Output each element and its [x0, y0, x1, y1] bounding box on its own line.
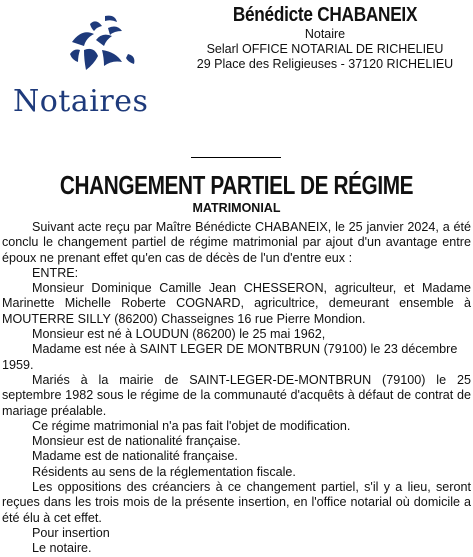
- divider: [191, 157, 281, 158]
- paragraph-parties: Monsieur Dominique Camille Jean CHESSERON, agriculteur, et Madame Marinette Michelle Roberte COGNARD, agricultrice, demeurant ensemble à MOUTERRE SILLY (86200) Chasseignes 16 rue Pierre Mondion.: [2, 281, 471, 326]
- paragraph-oppositions: Les oppositions des créanciers à ce changement partiel, s'il y a lieu, seront reçues dans les trois mois de la présente insertion, en l'office notarial où domicile a été élu à cet effet.: [2, 480, 471, 525]
- paragraph-intro: Suivant acte reçu par Maître Bénédicte CHABANEIX, le 25 janvier 2024, a été conclu le changement partiel de régime matrimonial par ajout d'un avantage entre époux ne prenant effet qu'en cas de décès de l'un d'entre eux :: [2, 220, 471, 265]
- notaires-logo-icon: [10, 10, 180, 85]
- notice-body: [2, 220, 471, 557]
- paragraph-marriage: Mariés à la mairie de SAINT-LEGER-DE-MONTBRUN (79100) le 25 septembre 1982 sous le régime de la communauté d'acquêts à défaut de contrat de mariage préalable.: [2, 372, 471, 418]
- paragraph-nationality-madame: Madame est de nationalité française.: [32, 449, 238, 464]
- paragraph-birth-madame: Madame est née à SAINT LEGER DE MONTBRUN (79100) le 23 décembre 1959.: [2, 342, 458, 372]
- paragraph-no-modification: Ce régime matrimonial n'a pas fait l'objet de modification.: [32, 418, 351, 433]
- paragraph-nationality-monsieur: Monsieur est de nationalité française.: [32, 434, 241, 449]
- notaires-logo: [10, 10, 180, 125]
- notice-title: CHANGEMENT PARTIEL DE RÉGIME: [59, 170, 414, 200]
- paragraph-entre: ENTRE:: [32, 265, 79, 280]
- notary-office: Selarl OFFICE NOTARIAL DE RICHELIEU: [206, 42, 444, 56]
- paragraph-signature: Le notaire.: [32, 541, 92, 556]
- notary-address: 29 Place des Religieuses - 37120 RICHELIEU: [196, 57, 454, 71]
- notary-name: Bénédicte CHABANEIX: [232, 4, 418, 26]
- logo-wordmark: Notaires: [13, 84, 149, 119]
- notary-role: Notaire: [304, 27, 346, 41]
- paragraph-pour-insertion: Pour insertion: [32, 525, 110, 540]
- paragraph-birth-monsieur: Monsieur est né à LOUDUN (86200) le 25 mai 1962,: [32, 327, 326, 342]
- notice-subtitle: MATRIMONIAL: [192, 201, 281, 215]
- notary-header: [180, 4, 470, 72]
- paragraph-residents: Résidents au sens de la réglementation fiscale.: [32, 464, 296, 479]
